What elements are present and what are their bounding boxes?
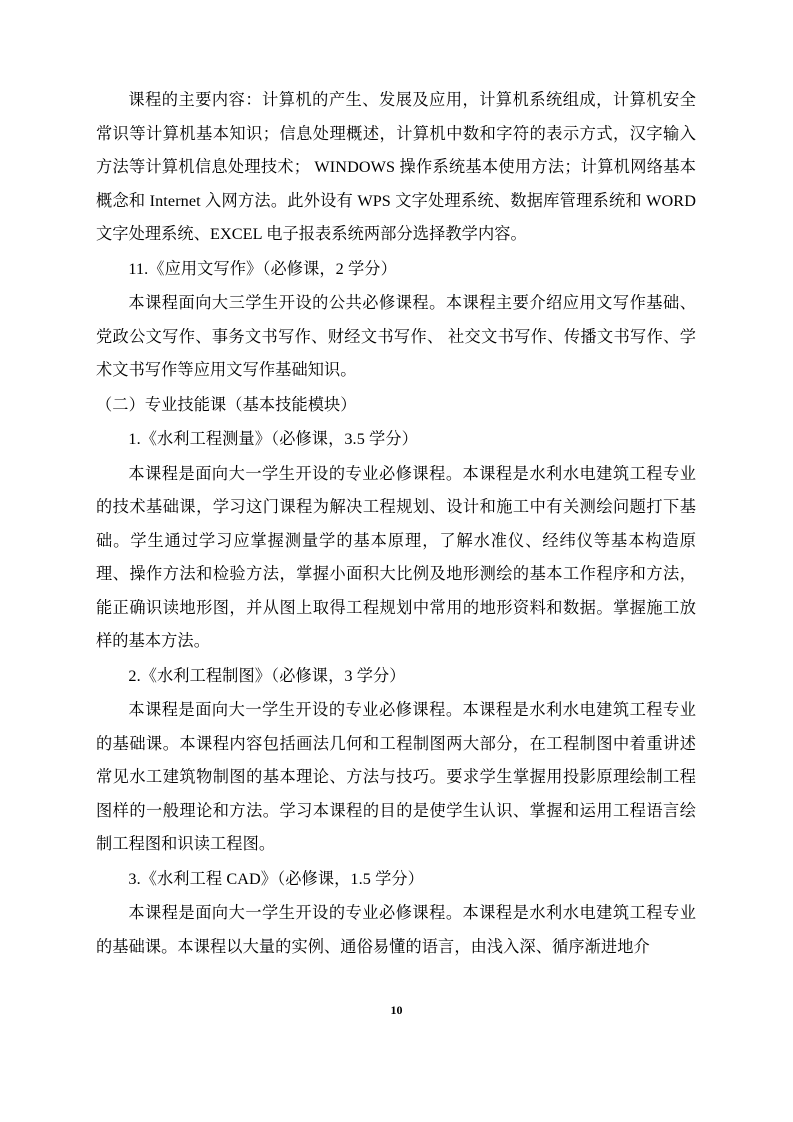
paragraph-computer-course-content: 课程的主要内容：计算机的产生、发展及应用，计算机系统组成，计算机安全常识等计算机基本知识；信息处理概述，计算机中数和字符的表示方式，汉字输入方法等计算机信息处理技术； WINDOWS 操作系统基本使用方法；计算机网络基本概念和 Internet 入网方法。此外设有 WPS 文字处理系统、数据库管理系统和 WORD 文字处理系统、EXCEL 电子报表系统两部分选择教学内容。 xyxy=(96,91,696,243)
paragraph-item-11-body: 本课程面向大三学生开设的公共必修课程。本课程主要介绍应用文写作基础、党政公文写作、事务文书写作、财经文书写作、 社交文书写作、传播文书写作、学术文书写作等应用文写作基础知识。 xyxy=(96,294,696,379)
paragraph-item-2-body: 本课程是面向大一学生开设的专业必修课程。本课程是水利水电建筑工程专业的基础课。本课程内容包括画法几何和工程制图两大部分，在工程制图中着重讲述常见水工建筑物制图的基本理论、方法与技巧。要求学生掌握用投影原理绘制工程图样的一般理论和方法。学习本课程的目的是使学生认识、掌握和运用工程语言绘制工程图和识读工程图。 xyxy=(96,701,696,853)
page-number: 10 xyxy=(390,1003,403,1017)
paragraph-item-3-title: 3.《水利工程 CAD》（必修课，1.5 学分） xyxy=(128,869,424,888)
paragraph-item-11-title: 11.《应用文写作》（必修课，2 学分） xyxy=(128,259,397,278)
page-body-text xyxy=(96,84,696,965)
paragraph-section-two-heading: （二）专业技能课（基本技能模块） xyxy=(96,395,357,414)
paragraph-item-2-title: 2.《水利工程制图》（必修课，3 学分） xyxy=(128,666,406,685)
paragraph-item-3-body: 本课程是面向大一学生开设的专业必修课程。本课程是水利水电建筑工程专业的基础课。本课程以大量的实例、通俗易懂的语言，由浅入深、循序渐进地介 xyxy=(96,904,696,956)
paragraph-item-1-title: 1.《水利工程测量》（必修课，3.5 学分） xyxy=(128,430,418,448)
paragraph-item-1-body: 本课程是面向大一学生开设的专业必修课程。本课程是水利水电建筑工程专业的技术基础课，学习这门课程为解决工程规划、设计和施工中有关测绘问题打下基础。学生通过学习应掌握测量学的基本原理，了解水准仪、经纬仪等基本构造原理、操作方法和检验方法，掌握小面积大比例及地形测绘的基本工作程序和方法，能正确识读地形图，并从图上取得工程规划中常用的地形资料和数据。掌握施工放样的基本方法。 xyxy=(96,464,696,650)
